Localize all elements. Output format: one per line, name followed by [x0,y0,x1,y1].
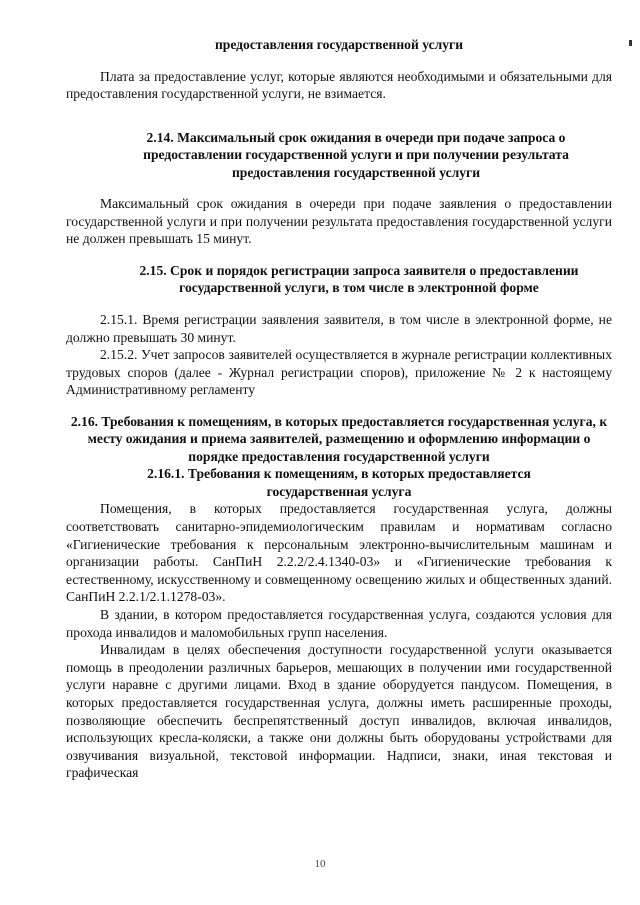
section-2-15-p2: 2.15.2. Учет запросов заявителей осуществляется в журнале регистрации коллективных трудовых споров (далее - Журнал регистрации споров), приложение № 2 к настоящему Административному регламенту [66,347,612,398]
header-line: предоставления государственной услуги [214,37,464,52]
fee-paragraph: Плата за предоставление услуг, которые являются необходимыми и обязательными для предоставления государственной услуги, не взимается. [66,68,612,102]
section-2-16-p3: Инвалидам в целях обеспечения доступности государственной услуги оказывается помощь в преодолении различных барьеров, мешающих в получении ими государственной услуги наравне с другими лицами. Вход в здание оборудуется пандусом. Помещения, в которых предоставляется государственная услуга, должны иметь расширенные проходы, позволяющие обеспечить беспрепятственный доступ инвалидов, включая инвалидов, использующих кресла-коляски, а также они должны быть оборудованы устройствами для озвучивания визуальной, текстовой информации. Надписи, знаки, иная текстовая и графическая [66,642,612,781]
section-2-16-1-subtitle: 2.16.1. Требования к помещениям, в которых предоставляется государственная услуга [147,466,531,499]
section-2-16-p1: Помещения, в которых предоставляется государственная услуга, должны соответствовать санитарно-эпидемиологическим правилам и нормативам согласно «Гигиенические требования к персональным электронно-вычислительным машинам и организации работы. СанПиН 2.2.2/2.4.1340-03» и «Гигиенические требования к естественному, искусственному и совмещенному освещению жилых и общественных зданий. СанПиН 2.2.1/2.1.1278-03». [66,501,612,605]
section-2-14-title: 2.14. Максимальный срок ожидания в очереди при подаче запроса о предоставлении государственной услуги и при получении результата предоставления государственной услуги [143,129,569,180]
section-2-15-p1: 2.15.1. Время регистрации заявления заявителя, в том числе в электронной форме, не должно превышать 30 минут. [66,311,612,345]
section-2-16-p2: В здании, в котором предоставляется государственная услуга, создаются условия для прохода инвалидов и маломобильных групп населения. [66,607,612,640]
document-page [66,36,612,782]
scan-mark [629,40,632,46]
section-2-14-text: Максимальный срок ожидания в очереди при подаче заявления о предоставлении государственной услуги и при получении результата предоставления государственной услуги не должен превышать 15 минут. [66,196,612,247]
section-2-15-title: 2.15. Срок и порядок регистрации запроса заявителя о предоставлении государственной услуги, в том числе в электронной форме [139,262,579,296]
section-2-16-title: 2.16. Требования к помещениям, в которых предоставляется государственная услуга, к месту ожидания и приема заявителей, размещению и оформлению информации о порядке предоставления государственной услуги [70,413,608,464]
page-number: 10 [314,858,326,870]
